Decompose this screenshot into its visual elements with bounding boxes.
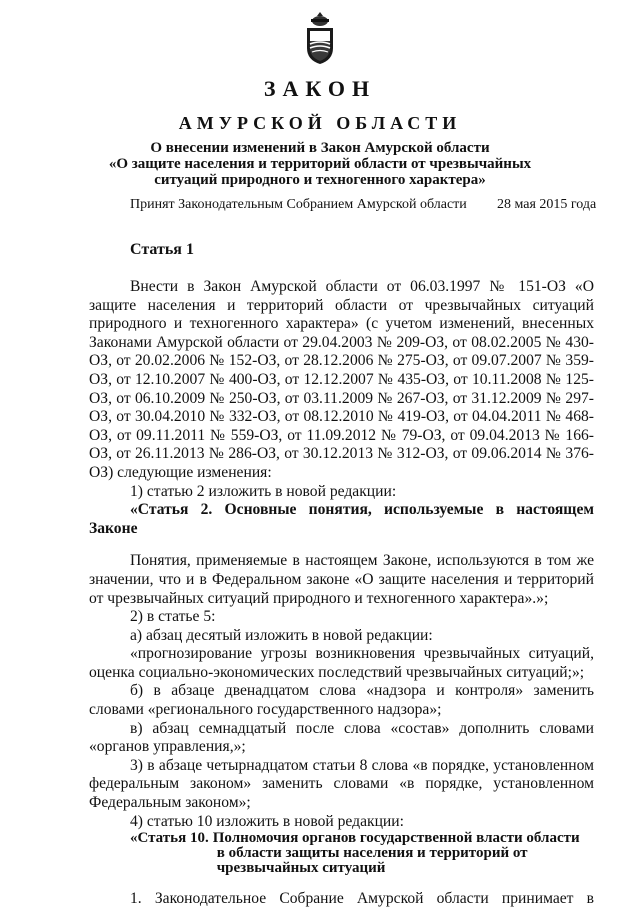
adopted-date: 28 мая 2015 года <box>497 197 597 212</box>
subject-line-3: ситуаций природного и техногенного характера» <box>154 172 486 188</box>
article-10-line-1: Полномочия органов государственной власти области <box>212 830 580 847</box>
item-2a-text: «прогнозирование угрозы возникновения чрезвычайных ситуаций, оценка социально-экономических последствий чрезвычайных ситуаций;»; <box>89 645 594 681</box>
article-1-intro: Внести в Закон Амурской области от 06.03.1997 № 151-ОЗ «О защите населения и территорий области от чрезвычайных ситуаций природного и техногенного характера» (с учетом изменений, внесенных Законами Амурской области от 29.04.2003 № 209-ОЗ, от 08.02.2005 № 430-ОЗ, от 20.02.2006 № 152-ОЗ, от 28.12.2006 № 275-ОЗ, от 09.07.2007 № 359-ОЗ, от 12.10.2007 № 400-ОЗ, от 12.12.2007 № 435-ОЗ, от 10.11.2008 № 125-ОЗ, от 06.10.2009 № 250-ОЗ, от 03.11.2009 № 267-ОЗ, от 31.12.2009 № 297-ОЗ, от 30.04.2010 № 332-ОЗ, от 08.12.2010 № 419-ОЗ, от 04.04.2011 № 468-ОЗ, от 09.11.2011 № 559-ОЗ, от 11.09.2012 № 79-ОЗ, от 09.04.2013 № 166-ОЗ, от 26.11.2013 № 286-ОЗ, от 30.12.2013 № 312-ОЗ, от 09.06.2014 № 376-ОЗ) следующие изменения: <box>89 278 594 481</box>
region-title: АМУРСКОЙ ОБЛАСТИ <box>178 113 462 133</box>
article-10-title <box>130 831 594 876</box>
subject-line-1: О внесении изменений в Закон Амурской области <box>150 140 490 156</box>
item-2b: б) в абзаце двенадцатом слова «надзора и контроля» заменить словами «регионального государственного надзора»; <box>89 682 594 719</box>
article-2-title: «Статья 2. Основные понятия, используемые в настоящем Законе <box>89 501 594 537</box>
article-10-label: «Статья 10. <box>130 830 209 847</box>
coat-of-arms-emblem <box>303 10 337 66</box>
article-10-line-3: чрезвычайных ситуаций <box>216 860 386 877</box>
article-10-line-2: в области защиты населения и территорий от <box>216 845 528 862</box>
article-2-text: Понятия, применяемые в настоящем Законе, используются в том же значении, что и в Федеральном законе «О защите населения и территорий от чрезвычайных ситуаций природного и техногенного характера».»; <box>89 552 594 607</box>
law-subject <box>60 140 580 188</box>
subject-line-2: «О защите населения и территорий области от чрезвычайных <box>108 156 532 172</box>
item-2a: а) абзац десятый изложить в новой редакции: <box>130 626 433 644</box>
item-1: 1) статью 2 изложить в новой редакции: <box>130 482 397 500</box>
article-10-point-1: 1. Законодательное Собрание Амурской области принимает в <box>130 890 594 908</box>
item-4: 4) статью 10 изложить в новой редакции: <box>130 812 404 830</box>
item-2: 2) в статье 5: <box>130 608 216 626</box>
item-2c: в) абзац семнадцатый после слова «состав» дополнить словами «органов управления,»; <box>89 719 594 756</box>
article-1-body <box>89 278 594 909</box>
adopted-by: Принят Законодательным Собранием Амурской области <box>130 197 467 212</box>
item-3: 3) в абзаце четырнадцатом статьи 8 слова «в порядке, установленном федеральным законом» заменить словами «в порядке, установленном Федеральным законом»; <box>89 756 594 812</box>
article-1-heading: Статья 1 <box>130 241 194 258</box>
document-type-title: ЗАКОН <box>263 76 377 101</box>
